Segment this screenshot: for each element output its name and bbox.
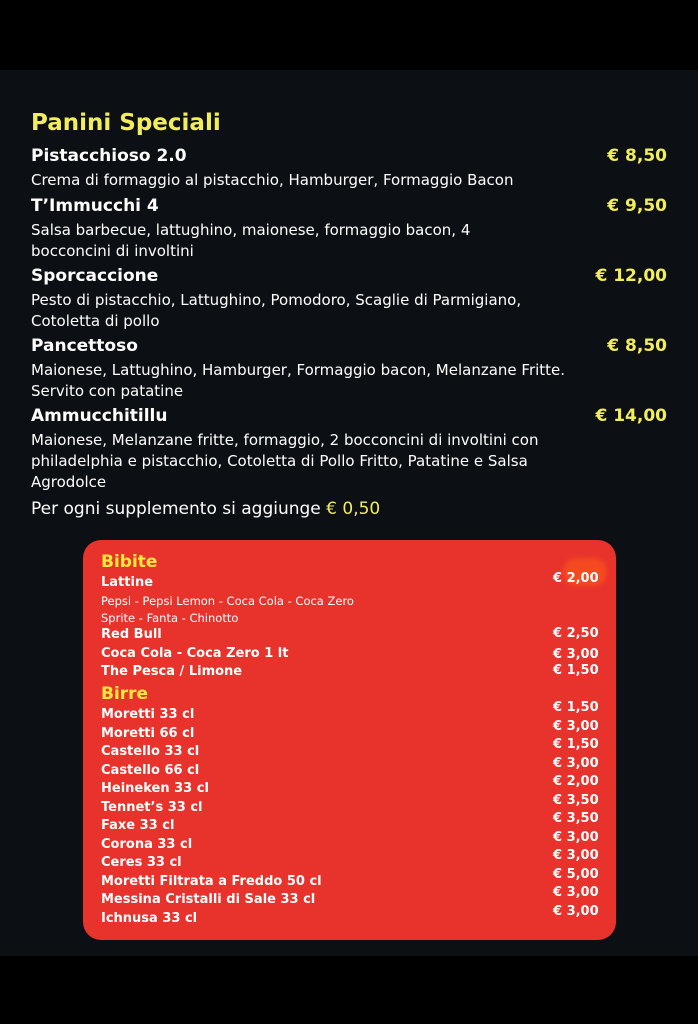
beer-price: € 3,00 [553,719,599,734]
beer-price: € 3,00 [553,830,599,845]
supplement-text: Per ogni supplemento si aggiunge [31,499,321,519]
drink-price: € 3,00 [553,647,599,662]
beer-price: € 3,50 [553,811,599,826]
bottom-bar [0,956,698,1024]
menu-item-name: Sporcaccione [31,266,159,286]
drink-name: The Pesca / Limone [101,664,243,679]
beer-name: Faxe 33 cl [101,818,175,833]
menu-item-price: € 8,50 [607,336,667,356]
menu-item-name: Ammucchitillu [31,406,168,426]
drink-name-lattine: Lattine [101,575,154,590]
drink-price-lattine: € 2,00 [553,571,599,586]
beer-price: € 3,00 [553,885,599,900]
beer-name: Ichnusa 33 cl [101,911,198,926]
menu-item-price: € 9,50 [607,196,667,216]
beer-name: Moretti 66 cl [101,726,195,741]
beer-name: Corona 33 cl [101,837,193,852]
beer-name: Tennet’s 33 cl [101,800,203,815]
beer-price: € 1,50 [553,737,599,752]
drink-name: Coca Cola - Coca Zero 1 lt [101,646,289,661]
drink-subtitle: Pepsi - Pepsi Lemon - Coca Cola - Coca Zero [101,594,354,608]
section-title-birre: Birre [101,684,149,704]
beer-price: € 3,00 [553,848,599,863]
supplement-note [31,499,380,519]
menu-item-price: € 12,00 [595,266,667,286]
menu-item-price: € 14,00 [595,406,667,426]
beer-price: € 2,00 [553,774,599,789]
menu-item-name: Pancettoso [31,336,138,356]
beer-price: € 1,50 [553,700,599,715]
drink-price: € 1,50 [553,663,599,678]
drink-price: € 2,50 [553,626,599,641]
drinks-card [83,540,616,940]
section-title-panini-speciali: Panini Speciali [31,110,221,136]
menu-item-description: Maionese, Melanzane fritte, formaggio, 2 bocconcini di involtini con philadelphia e pistacchio, Cotoletta di Pollo Fritto, Patatine e Salsa Agrodolce [31,431,539,491]
menu-item-description: Maionese, Lattughino, Hamburger, Formaggio bacon, Melanzane Fritte. Servito con patatine [31,361,566,400]
beer-name: Moretti Filtrata a Freddo 50 cl [101,874,322,889]
beer-price: € 3,00 [553,756,599,771]
menu-item-description: Crema di formaggio al pistacchio, Hamburger, Formaggio Bacon [31,171,514,189]
beer-name: Ceres 33 cl [101,855,182,870]
menu-item-description: Pesto di pistacchio, Lattughino, Pomodoro, Scaglie di Parmigiano, Cotoletta di pollo [31,291,522,330]
drink-subtitle: Sprite - Fanta - Chinotto [101,611,239,625]
beer-name: Messina Cristalli di Sale 33 cl [101,892,316,907]
menu-item-price: € 8,50 [607,146,667,166]
beer-name: Castello 66 cl [101,763,200,778]
supplement-price: € 0,50 [326,499,381,519]
drink-name: Red Bull [101,627,162,642]
menu-item-name: Pistacchioso 2.0 [31,146,187,166]
section-title-bibite: Bibite [101,552,158,572]
beer-price: € 3,50 [553,793,599,808]
beer-name: Castello 33 cl [101,744,200,759]
beer-price: € 3,00 [553,904,599,919]
beer-name: Moretti 33 cl [101,707,195,722]
beer-price: € 5,00 [553,867,599,882]
menu-item-description: Salsa barbecue, lattughino, maionese, formaggio bacon, 4 bocconcini di involtini [31,221,471,260]
menu-item-name: T’Immucchi 4 [31,196,159,216]
beer-name: Heineken 33 cl [101,781,209,796]
